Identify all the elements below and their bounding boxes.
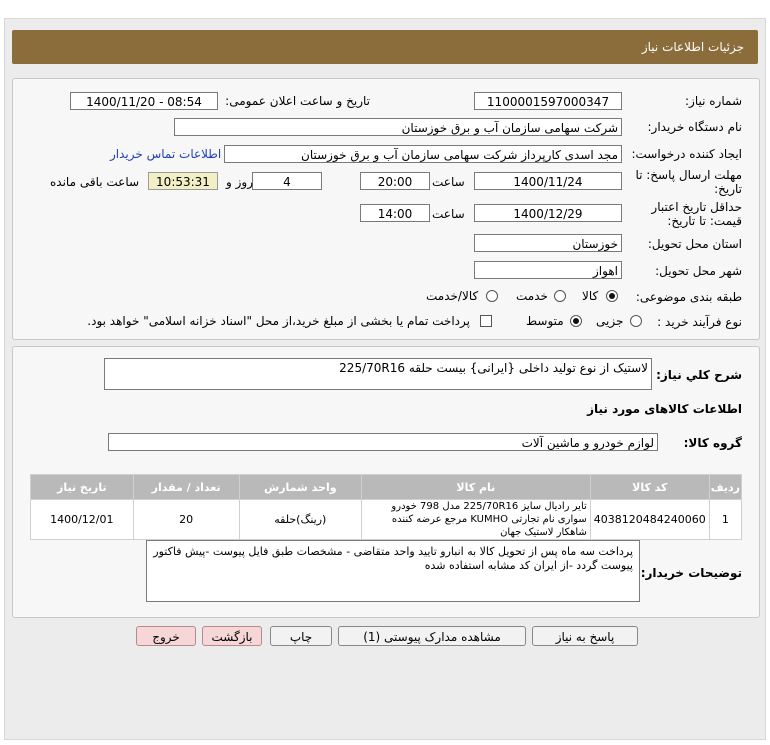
col-header-unit: واحد شمارش <box>239 475 361 500</box>
creator-field: مجد اسدی کارپرداز شرکت سهامی سازمان آب و برق خوزستان <box>224 145 622 163</box>
category-label: طبقه بندی موضوعی: <box>635 290 742 304</box>
validity-time-field: 14:00 <box>360 204 430 222</box>
buyer-notes-label: توضیحات خریدار: <box>640 566 742 580</box>
deadline-time-label: ساعت <box>432 175 465 189</box>
need-desc-field: لاستیک از نوع تولید داخلی {ایرانی} بیست حلقه 225/70R16 <box>104 358 652 390</box>
view-attachments-button[interactable]: مشاهده مدارک پیوستی (1) <box>338 626 526 646</box>
buyer-contact-link[interactable]: اطلاعات تماس خریدار <box>110 147 222 161</box>
need-desc-label: شرح كلي نياز: <box>656 368 742 382</box>
remaining-timer: 10:53:31 <box>148 172 218 190</box>
page-title: جزئیات اطلاعات نیاز <box>641 40 744 54</box>
category-option-goods: کالا <box>582 289 599 303</box>
buyer-org-label: نام دستگاه خریدار: <box>647 120 742 134</box>
print-button[interactable]: چاپ <box>270 626 332 646</box>
announce-field: 1400/11/20 - 08:54 <box>70 92 218 110</box>
table-row <box>31 500 742 540</box>
days-field: 4 <box>252 172 322 190</box>
exit-button[interactable]: خروج <box>136 626 196 646</box>
process-option-minor: جزیی <box>596 314 624 328</box>
col-header-name: نام کالا <box>361 475 590 500</box>
deadline-time-field: 20:00 <box>360 172 430 190</box>
need-number-label: شماره نیاز: <box>685 94 742 108</box>
payment-note: پرداخت تمام یا بخشی از مبلغ خرید،از محل "اسناد خزانه اسلامی" خواهد بود. <box>87 314 470 328</box>
goods-group-field: لوازم خودرو و ماشین آلات <box>108 433 658 451</box>
days-label: روز و <box>226 175 253 189</box>
validity-time-label: ساعت <box>432 207 465 221</box>
header-bar <box>12 30 758 64</box>
announce-label: تاریخ و ساعت اعلان عمومی: <box>225 94 370 108</box>
remaining-label: ساعت باقی مانده <box>50 175 140 189</box>
col-header-date: تاریخ نیاز <box>31 475 134 500</box>
deadline-date-field: 1400/11/24 <box>474 172 622 190</box>
cell-name: تایر رادیال سایز 225/70R16 مدل 798 خودرو سواری نام تجارتی KUMHO مرجع عرضه کننده شاهکار لاستیک جهان <box>361 500 590 540</box>
need-number-field: 1100001597000347 <box>474 92 622 110</box>
buyer-notes-field: پرداخت سه ماه پس از تحویل کالا به انبارو تایید واحد متقاضی - مشخصات طبق فایل پیوست -پیش فاکتور پیوست گردد -از ایران کد مشابه استفاده شده <box>146 540 640 602</box>
back-button[interactable]: بازگشت <box>202 626 262 646</box>
city-label: شهر محل تحویل: <box>655 264 742 278</box>
category-radio-goods-service[interactable] <box>486 290 498 302</box>
col-header-qty: تعداد / مقدار <box>133 475 239 500</box>
city-field: اهواز <box>474 261 622 279</box>
cell-code: 4038120484240060 <box>590 500 709 540</box>
process-radio-medium[interactable] <box>570 315 582 327</box>
col-header-code: کد کالا <box>590 475 709 500</box>
category-radio-service[interactable] <box>554 290 566 302</box>
validity-label-line1: حداقل تاریخ اعتبار <box>651 200 742 214</box>
cell-unit: (رینگ)حلقه <box>239 500 361 540</box>
category-option-goods-service: کالا/خدمت <box>426 289 479 303</box>
process-option-medium: متوسط <box>526 314 564 328</box>
validity-date-field: 1400/12/29 <box>474 204 622 222</box>
category-option-service: خدمت <box>516 289 548 303</box>
category-radio-goods[interactable] <box>606 290 618 302</box>
table-header-row <box>31 475 742 500</box>
process-radio-minor[interactable] <box>630 315 642 327</box>
reply-button[interactable]: پاسخ به نیاز <box>532 626 638 646</box>
goods-group-label: گروه کالا: <box>683 436 742 450</box>
cell-date: 1400/12/01 <box>31 500 134 540</box>
col-header-row: ردیف <box>709 475 741 500</box>
cell-row: 1 <box>709 500 741 540</box>
deadline-label-line1: مهلت ارسال پاسخ: تا <box>635 168 742 182</box>
process-label: نوع فرآیند خرید : <box>657 315 742 329</box>
province-label: استان محل تحویل: <box>647 237 742 251</box>
creator-label: ایجاد کننده درخواست: <box>631 147 742 161</box>
goods-info-title: اطلاعات کالاهای مورد نیاز <box>587 402 742 416</box>
buyer-org-field: شرکت سهامی سازمان آب و برق خوزستان <box>174 118 622 136</box>
cell-qty: 20 <box>133 500 239 540</box>
goods-table <box>30 474 742 540</box>
deadline-label-line2: تاریخ: <box>714 182 742 196</box>
validity-label-line2: قیمت: تا تاریخ: <box>667 214 742 228</box>
province-field: خوزستان <box>474 234 622 252</box>
payment-checkbox[interactable] <box>480 315 492 327</box>
